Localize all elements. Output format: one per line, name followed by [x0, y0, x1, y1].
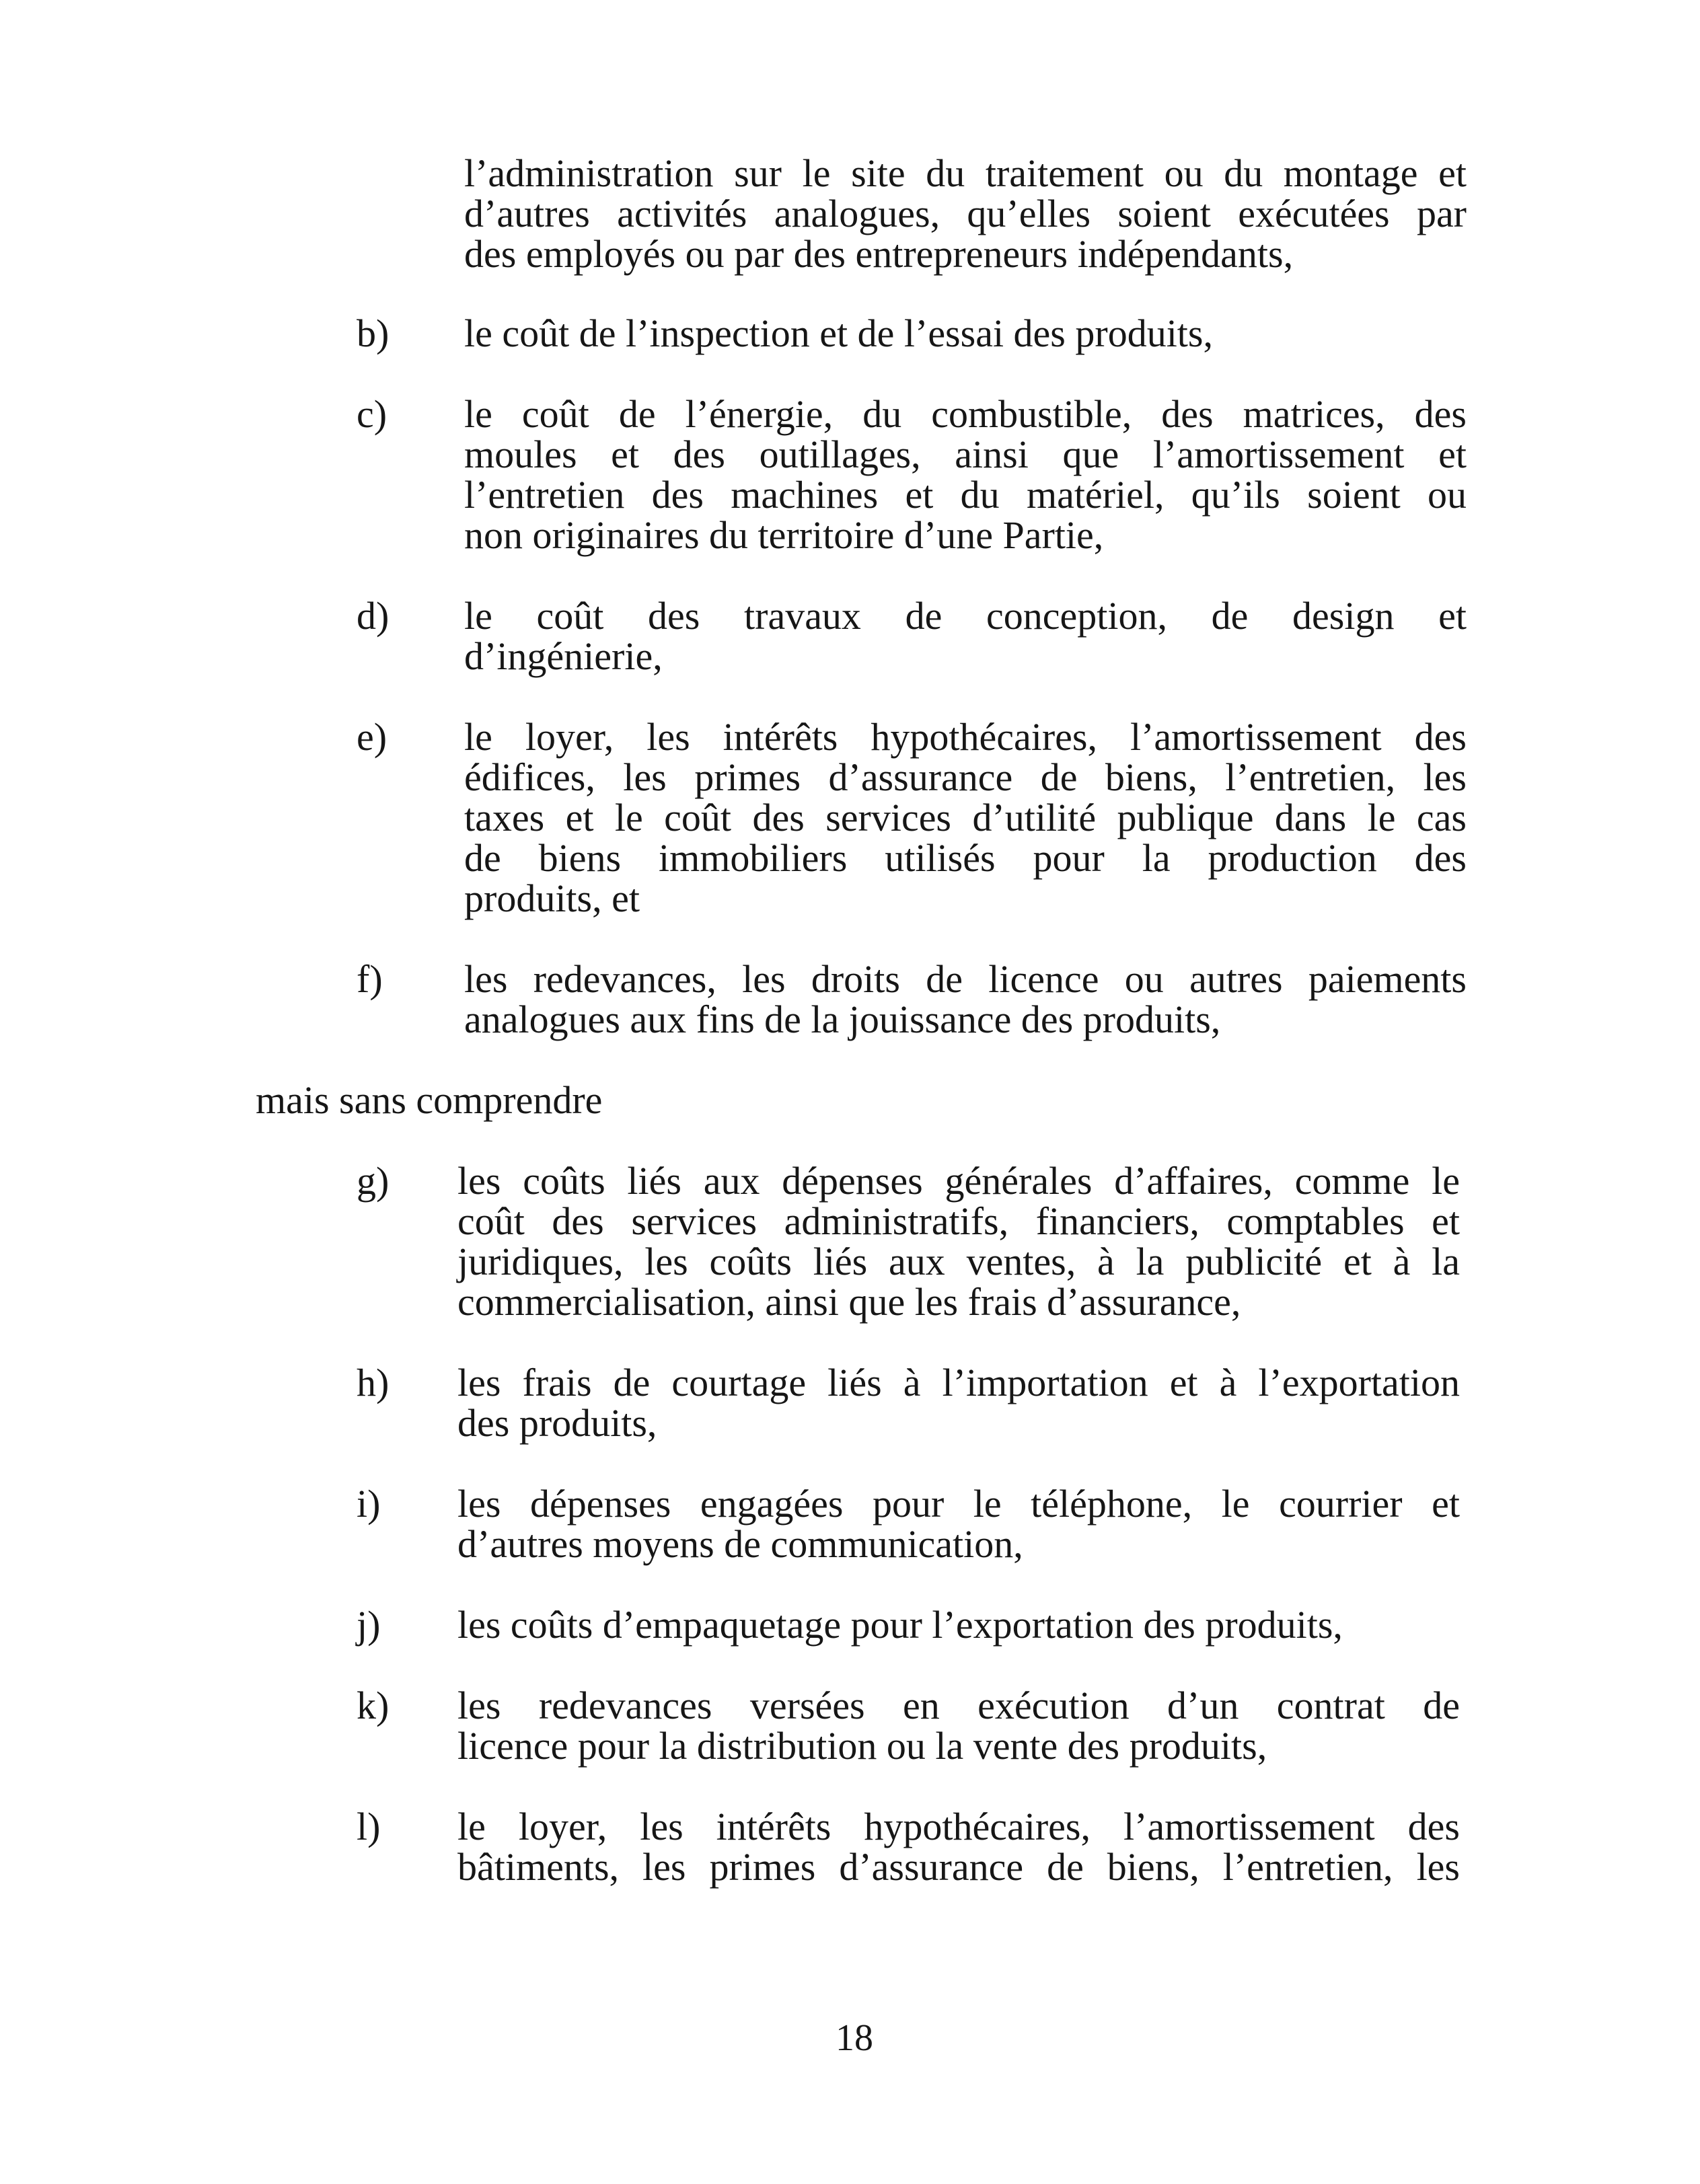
- item-letter-e: e): [357, 715, 387, 759]
- exclusion-heading: mais sans comprendre: [256, 1078, 603, 1122]
- item-e-line: le loyer, les intérêts hypothécaires, l’amortissement des: [464, 715, 1467, 759]
- item-c-line: l’entretien des machines et du matériel, qu’ils soient ou: [464, 473, 1467, 517]
- item-e-line: de biens immobiliers utilisés pour la production des: [464, 836, 1467, 880]
- item-k-line: les redevances versées en exécution d’un contrat de: [457, 1684, 1460, 1727]
- item-letter-b: b): [357, 311, 390, 355]
- item-g-line: les coûts liés aux dépenses générales d’affaires, comme le: [457, 1159, 1460, 1203]
- item-letter-f: f): [357, 957, 383, 1001]
- item-c-line: le coût de l’énergie, du combustible, des matrices, des: [464, 392, 1467, 436]
- item-c-line: moules et des outillages, ainsi que l’amortissement et: [464, 432, 1467, 476]
- item-d-line: d’ingénierie,: [464, 634, 663, 678]
- item-e-line: édifices, les primes d’assurance de biens, l’entretien, les: [464, 755, 1467, 799]
- item-g-line: coût des services administratifs, financiers, comptables et: [457, 1199, 1460, 1243]
- item-l-line: bâtiments, les primes d’assurance de biens, l’entretien, les: [457, 1845, 1460, 1889]
- intro-line: des employés ou par des entrepreneurs indépendants,: [464, 232, 1294, 276]
- item-letter-c: c): [357, 392, 387, 436]
- item-i-line: d’autres moyens de communication,: [457, 1522, 1023, 1566]
- item-l-line: le loyer, les intérêts hypothécaires, l’amortissement des: [457, 1805, 1460, 1848]
- item-g-line: juridiques, les coûts liés aux ventes, à la publicité et à la: [457, 1240, 1460, 1283]
- item-i-line: les dépenses engagées pour le téléphone, le courrier et: [457, 1482, 1460, 1526]
- item-letter-d: d): [357, 594, 390, 638]
- item-d-line: le coût des travaux de conception, de design et: [464, 594, 1467, 638]
- item-letter-k: k): [357, 1684, 390, 1727]
- item-j-line: les coûts d’empaquetage pour l’exportation des produits,: [457, 1603, 1343, 1647]
- item-f-line: les redevances, les droits de licence ou autres paiements: [464, 957, 1467, 1001]
- item-letter-i: i): [357, 1482, 381, 1526]
- item-k-line: licence pour la distribution ou la vente des produits,: [457, 1724, 1267, 1768]
- intro-line: l’administration sur le site du traitement ou du montage et: [464, 151, 1467, 195]
- item-f-line: analogues aux fins de la jouissance des produits,: [464, 997, 1221, 1041]
- item-c-line: non originaires du territoire d’une Partie,: [464, 513, 1104, 557]
- page-number: 18: [836, 2017, 873, 2059]
- item-h-line: les frais de courtage liés à l’importation et à l’exportation: [457, 1361, 1460, 1404]
- item-e-line: produits, et: [464, 876, 640, 920]
- item-letter-j: j): [357, 1603, 381, 1647]
- item-letter-l: l): [357, 1805, 381, 1848]
- item-letter-h: h): [357, 1361, 390, 1404]
- item-e-line: taxes et le coût des services d’utilité publique dans le cas: [464, 796, 1467, 839]
- item-h-line: des produits,: [457, 1401, 657, 1445]
- item-g-line: commercialisation, ainsi que les frais d’assurance,: [457, 1280, 1241, 1324]
- intro-line: d’autres activités analogues, qu’elles soient exécutées par: [464, 192, 1467, 235]
- item-letter-g: g): [357, 1159, 390, 1203]
- item-b-line: le coût de l’inspection et de l’essai des produits,: [464, 311, 1213, 355]
